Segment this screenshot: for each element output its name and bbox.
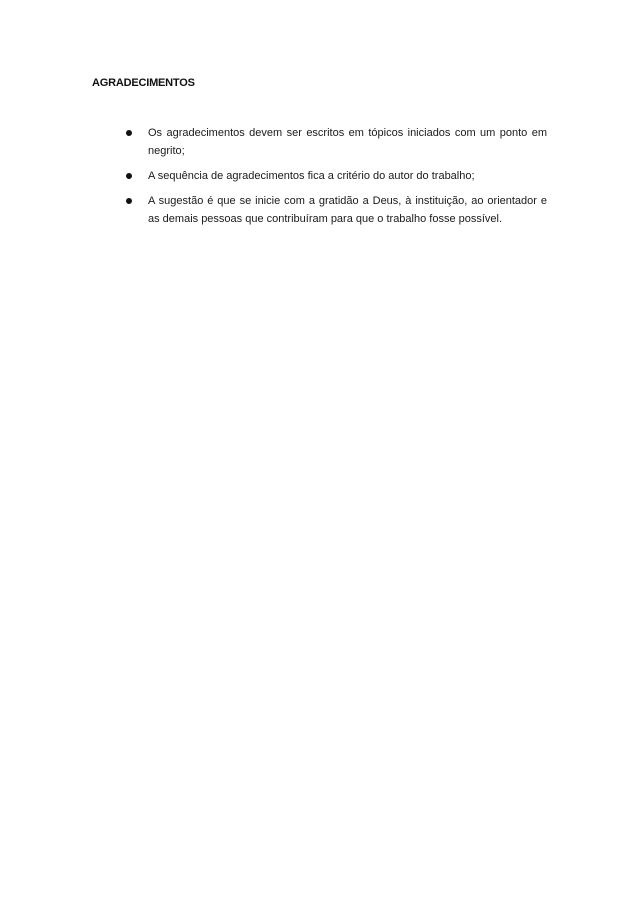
bullet-icon bbox=[126, 198, 132, 204]
bullet-icon bbox=[126, 130, 132, 136]
bullet-icon bbox=[126, 173, 132, 179]
list-item-text: A sugestão é que se inicie com a gratidão a Deus, à instituição, ao orientador e as demais pessoas que contribuíram para que o trabalho fosse possível. bbox=[148, 195, 547, 225]
list-item-text: A sequência de agradecimentos fica a critério do autor do trabalho; bbox=[148, 170, 475, 182]
list-item bbox=[120, 167, 547, 185]
section-heading: AGRADECIMENTOS bbox=[92, 77, 195, 89]
list-item bbox=[120, 124, 547, 160]
list-item-text: Os agradecimentos devem ser escritos em tópicos iniciados com um ponto em negrito; bbox=[148, 127, 547, 157]
list-item bbox=[120, 192, 547, 228]
acknowledgements-list bbox=[120, 124, 547, 235]
